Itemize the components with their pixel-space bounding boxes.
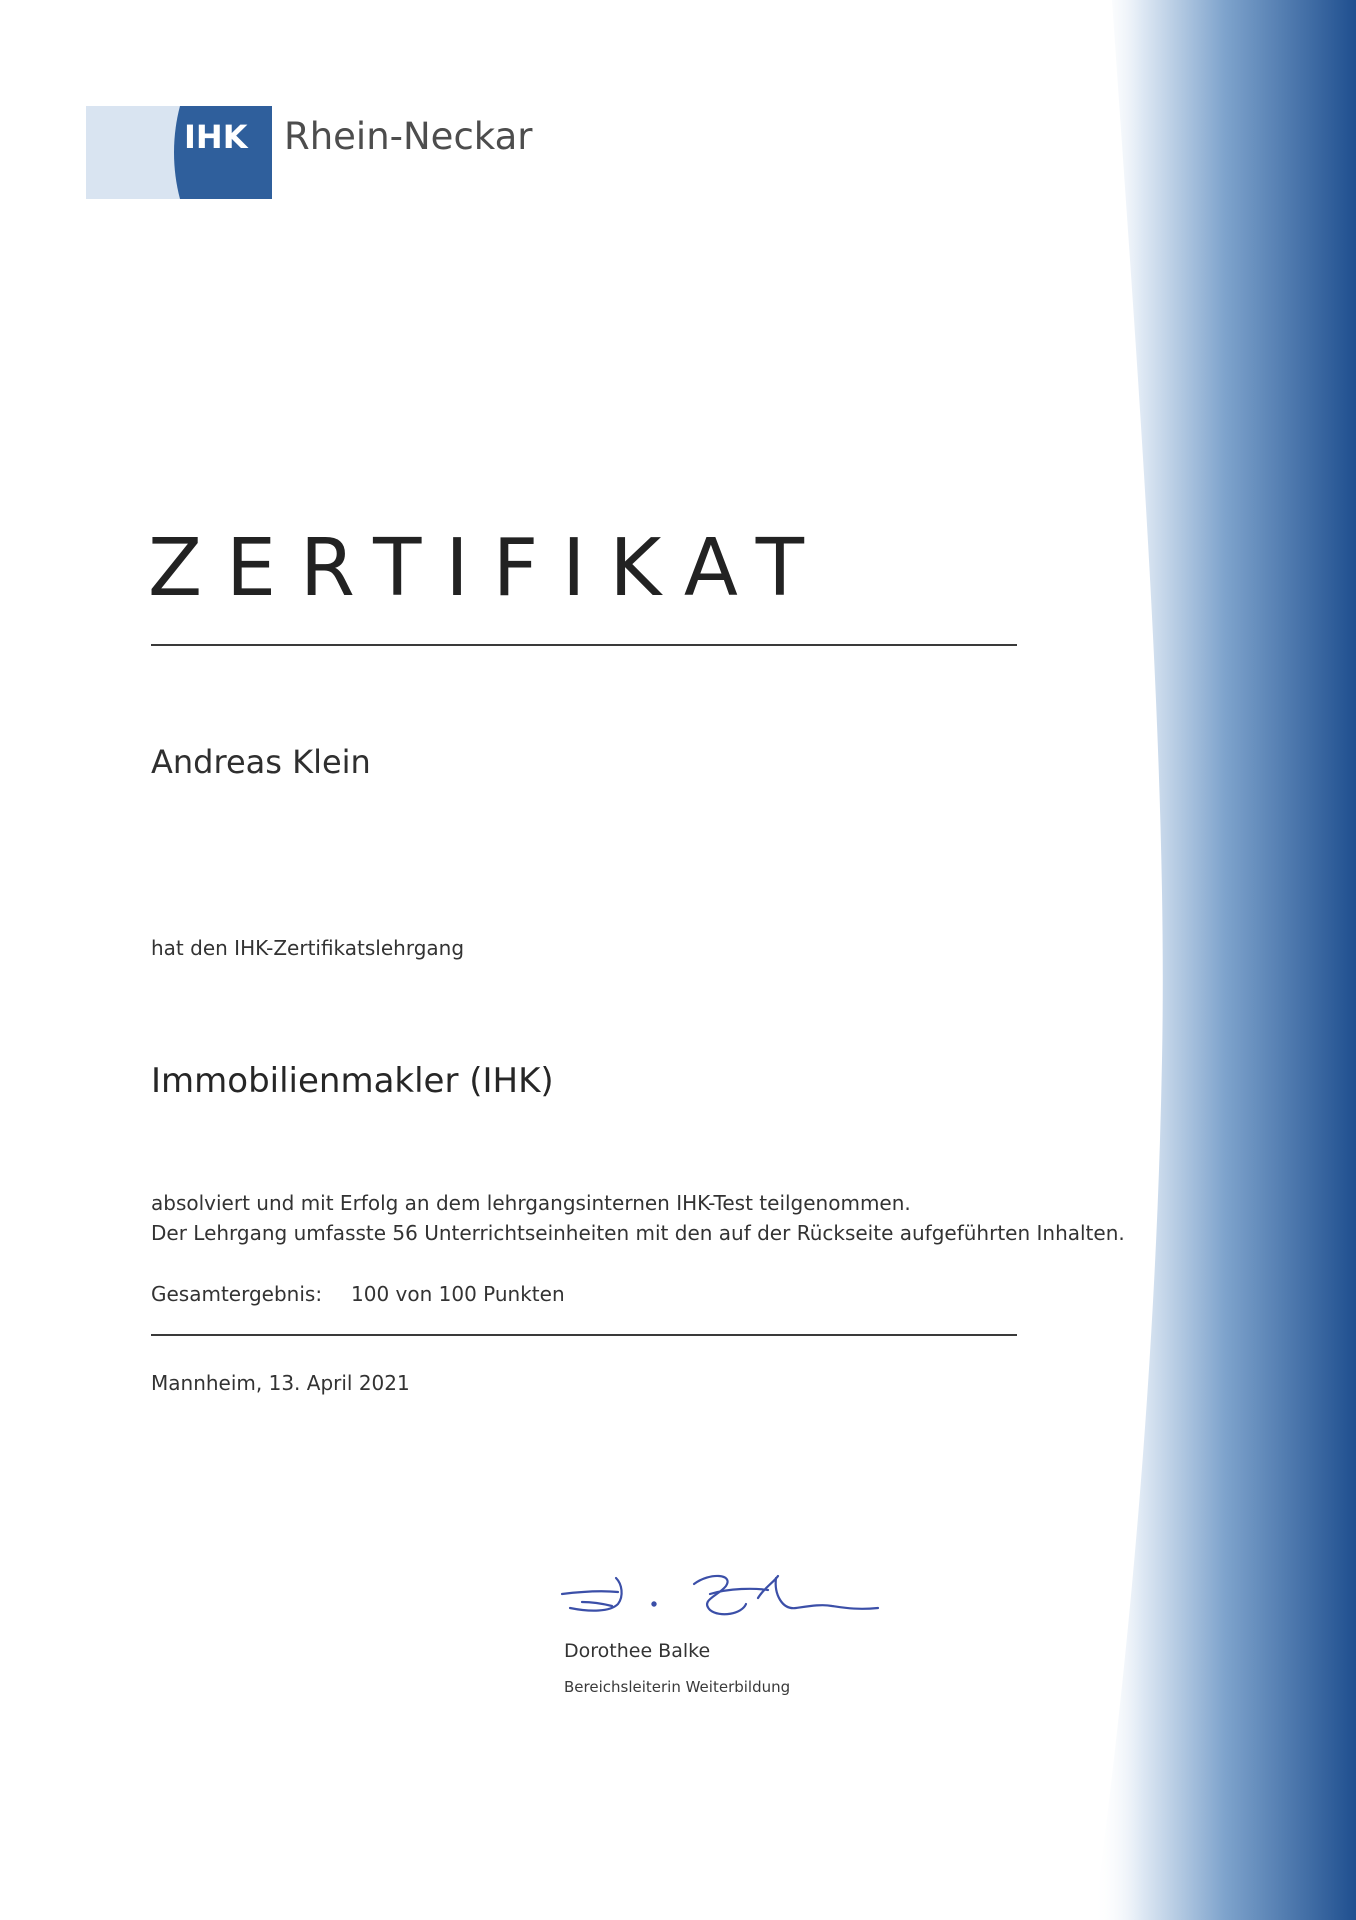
divider-bottom xyxy=(151,1334,1017,1336)
result-value: 100 von 100 Punkten xyxy=(351,1282,565,1306)
recipient-name: Andreas Klein xyxy=(151,743,371,781)
result-row xyxy=(151,1279,565,1309)
result-label: Gesamtergebnis: xyxy=(151,1282,323,1306)
signature-icon xyxy=(560,1558,890,1638)
body-text xyxy=(151,1188,1125,1248)
body-line: absolviert und mit Erfolg an dem lehrgangsinternen IHK-Test teilgenommen. xyxy=(151,1191,911,1215)
body-line: Der Lehrgang umfasste 56 Unterrichtseinheiten mit den auf der Rückseite aufgeführten Inhalten. xyxy=(151,1221,1125,1245)
intro-text: hat den IHK-Zertifikatslehrgang xyxy=(151,936,465,960)
course-name: Immobilienmakler (IHK) xyxy=(151,1061,554,1101)
signatory-name: Dorothee Balke xyxy=(564,1640,711,1662)
ihk-logo xyxy=(86,106,556,199)
logo-region-name: Rhein-Neckar xyxy=(284,115,533,158)
logo-wordmark: IHK xyxy=(184,118,248,156)
divider-top xyxy=(151,644,1017,646)
signatory-role: Bereichsleiterin Weiterbildung xyxy=(564,1678,791,1696)
certificate-title: ZERTIFIKAT xyxy=(148,522,829,614)
place-and-date: Mannheim, 13. April 2021 xyxy=(151,1371,410,1395)
